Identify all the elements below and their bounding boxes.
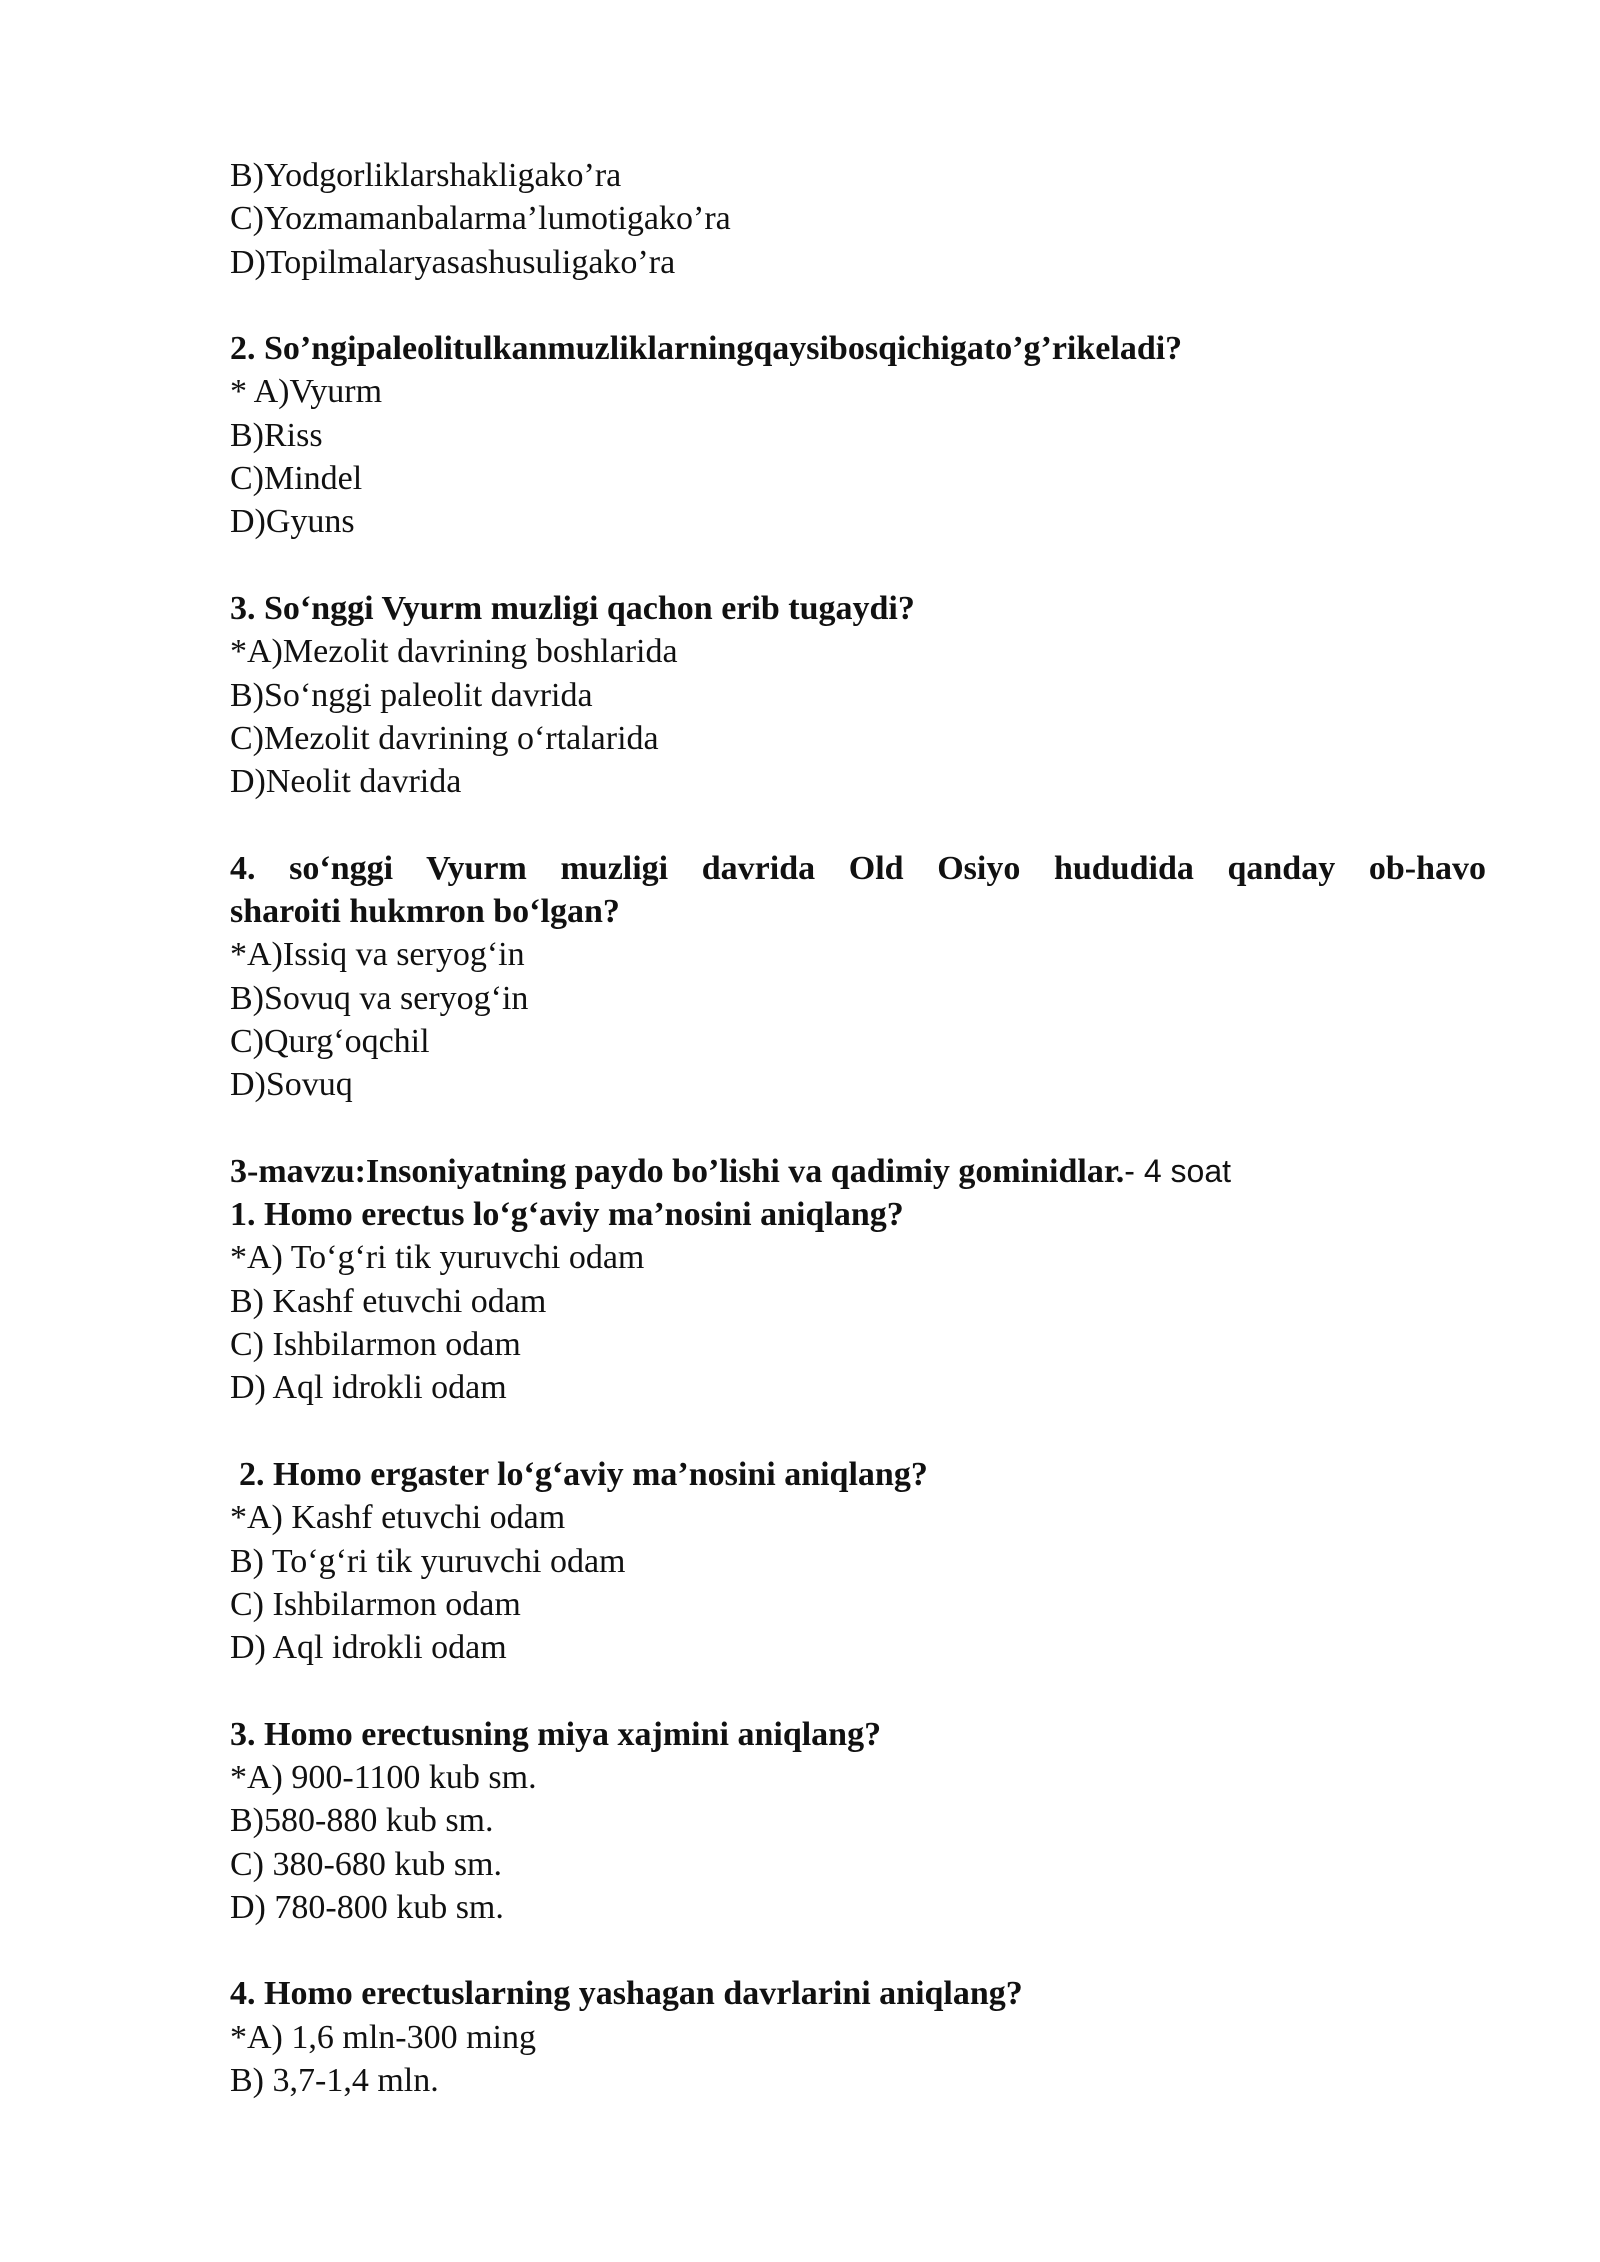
spacer (230, 1669, 1486, 1712)
option-d: D) Aql idrokli odam (230, 1629, 507, 1667)
option-b: B)Yodgorliklarshakligako’ra (230, 157, 622, 194)
option-a-correct: *A)Issiq va seryog‘in (230, 936, 525, 974)
option-b: B)Riss (230, 416, 323, 454)
option-b: B)580-880 kub sm. (230, 1802, 494, 1840)
option-a-correct: *A) To‘g‘ri tik yuruvchi odam (230, 1239, 645, 1277)
topic3-question-2: 2. Homo ergaster lo‘g‘aviy ma’nosini aniqlang? (239, 1455, 928, 1493)
question-4-line-2: sharoiti hukmron bo‘lgan? (230, 893, 620, 931)
option-c: C)Yozmamanbalarma’lumotigako’ra (230, 200, 731, 238)
option-a-correct: *A) 900-1100 kub sm. (230, 1758, 537, 1796)
option-c: C) Ishbilarmon odam (230, 1326, 521, 1364)
topic-hours: - 4 soat (1124, 1152, 1232, 1189)
question-2: 2. So’ngipaleolitulkanmuzliklarningqaysibosqichigato’g’rikeladi? (230, 330, 1183, 368)
option-a-correct: *A) 1,6 mln-300 ming (230, 2018, 536, 2056)
topic3-question-4: 4. Homo erectuslarning yashagan davrlarini aniqlang? (230, 1975, 1023, 2013)
option-d: D)Gyuns (230, 503, 355, 541)
option-c: C)Mezolit davrining o‘rtalarida (230, 719, 659, 757)
option-d: D)Sovuq (230, 1066, 353, 1104)
spacer (230, 803, 1486, 846)
option-a-correct: *A) Kashf etuvchi odam (230, 1499, 566, 1537)
question-4-line-1: 4. so‘nggi Vyurm muzligi davrida Old Osiyo hududida qanday ob-havo (230, 849, 1486, 887)
option-c: C) 380-680 kub sm. (230, 1845, 502, 1883)
spacer (230, 1929, 1486, 1972)
option-d: D) 780-800 kub sm. (230, 1888, 504, 1926)
topic3-question-1: 1. Homo erectus lo‘g‘aviy ma’nosini aniqlang? (230, 1196, 904, 1234)
topic3-question-3: 3. Homo erectusning miya xajmini aniqlang? (230, 1715, 882, 1753)
option-b: B) Kashf etuvchi odam (230, 1282, 547, 1320)
spacer (230, 544, 1486, 587)
option-d: D)Neolit davrida (230, 763, 462, 801)
question-3: 3. So‘nggi Vyurm muzligi qachon erib tugaydi? (230, 589, 915, 627)
option-d: D) Aql idrokli odam (230, 1369, 507, 1407)
option-b: B)Sovuq va seryog‘in (230, 979, 529, 1017)
document-page (230, 154, 1486, 2102)
option-b: B) 3,7-1,4 mln. (230, 2062, 439, 2100)
topic-title: 3-mavzu:Insoniyatning paydo bo’lishi va qadimiy gominidlar. (230, 1152, 1125, 1190)
option-a-correct: * A)Vyurm (230, 373, 383, 411)
spacer (230, 284, 1486, 327)
option-c: C)Qurg‘oqchil (230, 1022, 430, 1060)
option-c: C)Mindel (230, 460, 363, 498)
option-c: C) Ishbilarmon odam (230, 1585, 521, 1623)
spacer (230, 1107, 1486, 1150)
option-d: D)Topilmalaryasashusuligako’ra (230, 243, 676, 281)
option-a-correct: *A)Mezolit davrining boshlarida (230, 633, 678, 671)
option-b: B)So‘nggi paleolit davrida (230, 676, 593, 714)
spacer (230, 1410, 1486, 1453)
option-b: B) To‘g‘ri tik yuruvchi odam (230, 1542, 626, 1580)
topic-heading (230, 1150, 1486, 1193)
